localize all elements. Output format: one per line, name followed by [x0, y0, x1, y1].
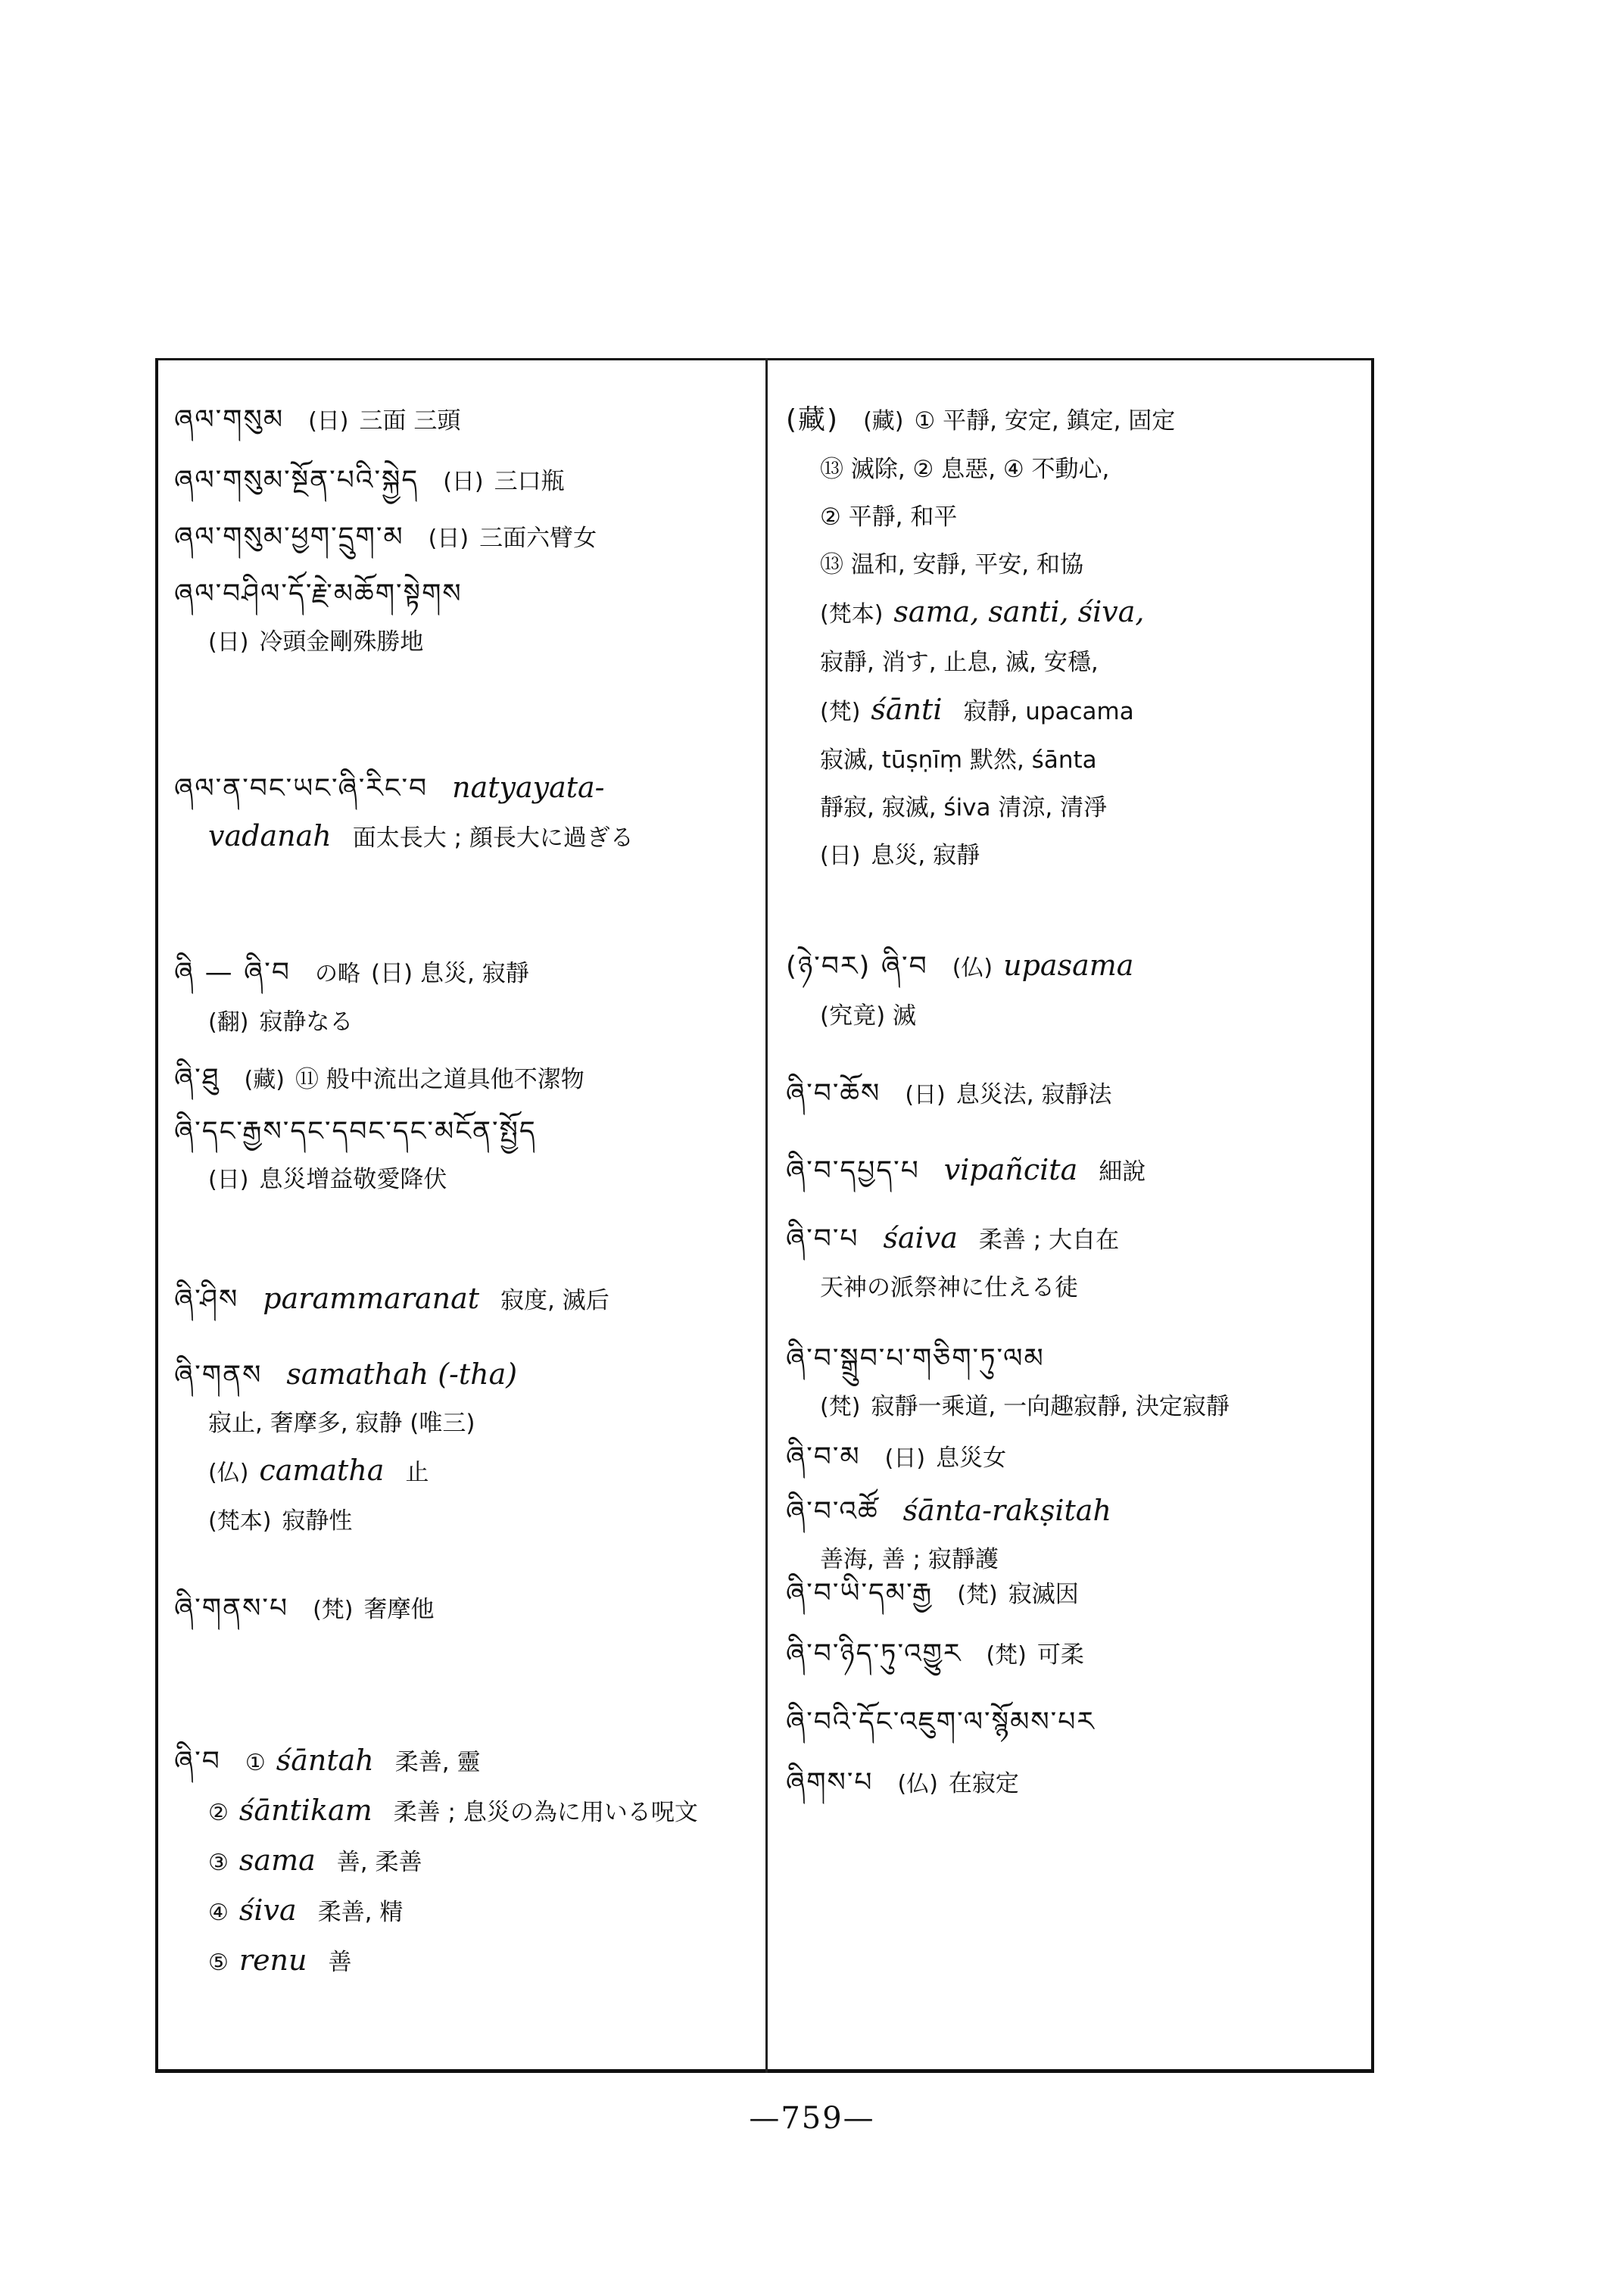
tibetan-headword: (藏)	[786, 404, 840, 435]
sanskrit-term: renu	[238, 1943, 307, 1977]
tibetan-headword: ཞི་བ་ཡི་དམ་རྒྱ	[786, 1578, 934, 1609]
entry-subline	[786, 595, 1192, 631]
sanskrit-term: camatha	[259, 1454, 385, 1487]
dictionary-entry	[786, 1441, 1023, 1476]
column-divider	[765, 358, 768, 2073]
entry-gloss: 柔善 ; 大自在	[978, 1226, 1120, 1254]
tibetan-headword: ཞི་གནས་པ	[174, 1593, 289, 1624]
entry-tag: の略	[314, 961, 360, 987]
entry-gloss: 柔善, 靈	[394, 1749, 481, 1776]
entry-subline	[786, 743, 1192, 777]
tibetan-headword: ཞི་དང་རྒྱས་དང་དབང་དང་མངོན་སྤྱོད	[174, 1116, 537, 1147]
entry-subline	[174, 1943, 715, 1980]
entry-tag: (梵)	[986, 1642, 1027, 1669]
entry-subline	[786, 693, 1192, 729]
tibetan-headword: ཞི་བ་མ	[786, 1442, 861, 1473]
entry-tag: (梵)	[313, 1597, 354, 1623]
entry-tag: (日)	[905, 1082, 946, 1108]
entry-gloss: 寂滅, tūṣṇīṃ 默然, śānta	[820, 746, 1097, 774]
entry-tag: (梵)	[820, 699, 861, 725]
entry-gloss: ⑬ 滅除, ② 息惡, ④ 不動心,	[820, 456, 1110, 483]
entry-gloss: 善, 柔善	[336, 1849, 422, 1876]
dictionary-entry	[174, 1357, 538, 1538]
entry-gloss: 息災增益敬愛降伏	[259, 1166, 447, 1193]
entry-tag: (藏)	[244, 1067, 285, 1093]
entry-gloss: 天神の派祭神に仕える徒	[820, 1274, 1078, 1301]
entry-gloss: 息災女	[936, 1445, 1007, 1472]
entry-gloss: 可柔	[1036, 1641, 1084, 1669]
dictionary-entry	[786, 404, 1192, 873]
entry-subline	[786, 838, 1192, 873]
dictionary-entry	[174, 1062, 601, 1097]
entry-tag: ④	[208, 1900, 229, 1926]
entry-tag: (日)	[820, 843, 861, 869]
entry-gloss: ① 平靜, 安定, 鎮定, 固定	[914, 407, 1176, 435]
entry-gloss: 寂静性	[282, 1507, 353, 1535]
tibetan-headword: ཞི་བ་སྒྲུབ་པ་གཅིག་ཏུ་ལམ	[786, 1343, 1045, 1374]
left-column	[174, 358, 757, 2073]
dictionary-entry	[174, 404, 477, 438]
dictionary-entry	[174, 521, 613, 556]
entry-gloss: 寂滅因	[1008, 1581, 1079, 1608]
dictionary-entry	[786, 1766, 1036, 1801]
sanskrit-term: śāntikam	[238, 1794, 372, 1827]
entry-gloss: (日) 息災, 寂靜	[370, 960, 529, 987]
tibetan-headword: ཞི་བ་འཚོ	[786, 1496, 879, 1527]
dictionary-entry	[174, 1592, 450, 1627]
entry-subline	[786, 1542, 1133, 1576]
sanskrit-term: parammaranat	[263, 1282, 480, 1315]
sanskrit-term: upasama	[1003, 949, 1134, 982]
dictionary-entry	[174, 956, 546, 1039]
entry-subline	[174, 1454, 538, 1490]
tibetan-headword: ཞི་ཤིས	[174, 1284, 239, 1315]
entry-tag: (梵)	[820, 1394, 861, 1420]
tibetan-headword: ཞལ་བཤིལ་དོ་རྗེ་མཆོག་སྟེགས	[174, 578, 463, 609]
sanskrit-term: śānti	[871, 693, 943, 726]
entry-gloss: 在寂定	[948, 1770, 1019, 1797]
entry-gloss: 奢摩他	[363, 1596, 435, 1623]
dictionary-entry	[786, 1494, 1133, 1576]
entry-subline	[174, 1844, 715, 1880]
sanskrit-term: śānta-rakṣitah	[902, 1494, 1111, 1527]
entry-gloss: 寂度, 滅后	[500, 1287, 609, 1314]
entry-gloss: 寂止, 奢摩多, 寂静 (唯三)	[208, 1410, 475, 1437]
tibetan-headword: ཞི་བ་པ	[786, 1223, 859, 1255]
dictionary-entry	[786, 1342, 1246, 1424]
sanskrit-term: śāntah	[276, 1744, 374, 1777]
entry-gloss: ⑪ 般中流出之道具他不潔物	[295, 1066, 584, 1093]
entry-subline	[786, 452, 1192, 486]
entry-tag: (藏)	[863, 408, 904, 435]
entry-tag: ⑤	[208, 1950, 229, 1976]
sanskrit-term: vipañcita	[943, 1153, 1078, 1186]
entry-gloss: 三面 三頭	[359, 407, 461, 435]
entry-subline	[174, 819, 650, 855]
entry-tag: (梵本)	[208, 1508, 272, 1535]
entry-gloss: 善	[328, 1949, 352, 1976]
entry-gloss: 息災法, 寂靜法	[955, 1081, 1112, 1108]
entry-subline	[786, 790, 1192, 824]
dictionary-entry	[786, 1577, 1096, 1612]
entry-subline	[174, 1406, 538, 1440]
entry-tag: (日)	[884, 1445, 926, 1472]
entry-tag: ①	[245, 1750, 266, 1776]
tibetan-headword: ཞི་བ་ཆོས	[786, 1078, 881, 1109]
tibetan-headword: ཞལ་གསུམ་ཕྱག་དྲུག་མ	[174, 522, 404, 553]
dictionary-entry	[174, 1115, 561, 1197]
entry-subline	[174, 1893, 715, 1930]
entry-gloss: 三面六臂女	[479, 525, 597, 552]
sanskrit-term: sama, santi, śiva,	[893, 595, 1145, 628]
entry-subline	[786, 1270, 1136, 1304]
entry-subline	[786, 999, 1155, 1033]
dictionary-entry	[174, 1282, 626, 1317]
entry-gloss: 善海, 善 ; 寂靜護	[820, 1546, 999, 1573]
entry-subline	[786, 547, 1192, 581]
tibetan-headword: ཞལ་ན་བང་ཡང་ཞི་རིང་བ	[174, 773, 429, 804]
entry-gloss: 寂靜一乘道, 一向趣寂靜, 決定寂靜	[871, 1393, 1230, 1420]
entry-tag: (仏)	[897, 1771, 938, 1797]
tibetan-headword: ཞི་བ	[174, 1746, 221, 1777]
dictionary-entry	[786, 1077, 1128, 1112]
entry-subline	[786, 500, 1192, 534]
entry-gloss: (究竟) 滅	[820, 1002, 917, 1030]
tibetan-headword: ཞལ་གསུམ་སྔོན་པའི་སྐྱེད	[174, 465, 419, 496]
tibetan-headword: ཞི་བའི་དོང་འཇུག་ལ་སྙོམས་པར	[786, 1706, 1096, 1738]
dictionary-entry	[786, 949, 1155, 1033]
entry-tag: (梵本)	[820, 601, 884, 628]
entry-tag: (日)	[208, 629, 249, 656]
entry-tag: ③	[208, 1850, 229, 1876]
entry-tag: (仏)	[952, 955, 993, 981]
sanskrit-term: sama	[238, 1844, 316, 1877]
entry-gloss: 寂静なる	[259, 1008, 354, 1036]
entry-subline	[174, 1005, 546, 1039]
right-column	[786, 358, 1369, 2073]
dictionary-entry	[786, 1153, 1162, 1189]
entry-tag: (翻)	[208, 1009, 249, 1036]
entry-subline	[786, 1389, 1246, 1424]
entry-gloss: 寂靜, 消す, 止息, 滅, 安穩,	[820, 649, 1099, 676]
entry-gloss: 柔善, 精	[317, 1899, 404, 1926]
entry-tag: (梵)	[957, 1582, 998, 1608]
tibetan-headword: (ཉེ་བར) ཞི་བ	[786, 951, 928, 982]
entry-gloss: 寂靜, upacama	[963, 698, 1134, 725]
tibetan-headword: ཞི་བ་དཔྱད་པ	[786, 1155, 920, 1186]
entry-gloss: 冷頭金剛殊勝地	[259, 628, 424, 656]
sanskrit-term: śaiva	[883, 1221, 958, 1255]
dictionary-entry	[174, 464, 581, 499]
entry-tag: (日)	[443, 469, 484, 495]
dictionary-entry	[174, 771, 650, 855]
entry-gloss: 三口瓶	[494, 468, 565, 495]
entry-gloss: ⑬ 温和, 安靜, 平安, 和協	[820, 551, 1083, 578]
dictionary-entry	[786, 1638, 1101, 1672]
entry-tag: (仏)	[208, 1460, 249, 1486]
sanskrit-term: vadanah	[208, 819, 332, 852]
dictionary-entry	[174, 1744, 715, 1980]
entry-subline	[174, 1162, 561, 1197]
entry-gloss: 柔善 ; 息災の為に用いる呪文	[393, 1799, 698, 1826]
sanskrit-term: śiva	[238, 1893, 297, 1927]
entry-subline	[174, 1794, 715, 1830]
entry-subline	[174, 625, 487, 659]
tibetan-headword: ཞལ་གསུམ	[174, 404, 285, 435]
entry-tag: ②	[208, 1800, 229, 1826]
tibetan-headword: ཞི་ཐུ	[174, 1063, 220, 1094]
dictionary-entry	[174, 578, 487, 659]
entry-subline	[786, 645, 1192, 679]
entry-tag: (日)	[428, 525, 469, 552]
entry-subline	[174, 1504, 538, 1538]
tibetan-headword: ཞི་གནས	[174, 1360, 263, 1391]
tibetan-headword: ཞི — ཞི་བ	[174, 957, 291, 988]
entry-gloss: ② 平靜, 和平	[820, 503, 958, 531]
tibetan-headword: ཞིགས་པ	[786, 1767, 874, 1798]
sanskrit-term: samathah (-tha)	[286, 1357, 518, 1391]
entry-gloss: 止	[405, 1459, 429, 1486]
entry-gloss: 靜寂, 寂滅, śiva 清涼, 清淨	[820, 794, 1108, 821]
dictionary-entry	[786, 1706, 1120, 1739]
entry-tag: (日)	[208, 1167, 249, 1193]
dictionary-entry	[786, 1221, 1136, 1304]
entry-gloss: 細說	[1099, 1158, 1146, 1186]
entry-gloss: 息災, 寂靜	[871, 842, 980, 869]
page-number: —759—	[749, 2101, 875, 2136]
tibetan-headword: ཞི་བ་ཉིད་ཏུ་འགྱུར	[786, 1638, 962, 1669]
entry-tag: (日)	[308, 408, 349, 435]
entry-gloss: 面太長大 ; 顔長大に過ぎる	[352, 824, 634, 852]
sanskrit-term: natyayata-	[452, 771, 605, 804]
